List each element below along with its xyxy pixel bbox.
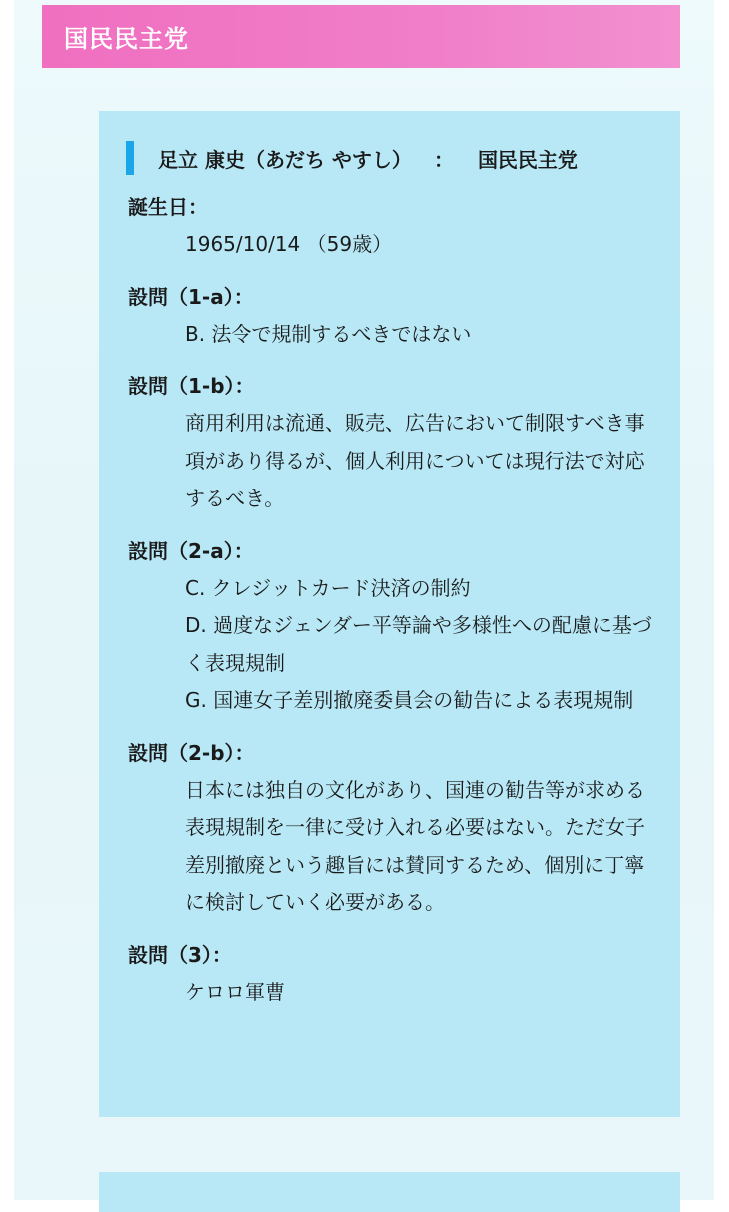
field-label: 設問（2-b）：	[128, 740, 255, 765]
field-value: 商用利用は流通、販売、広告において制限すべき事項があり得るが、個人利用については現行法で対応するべき。	[185, 411, 645, 510]
heading-separator: ：	[433, 147, 454, 172]
party-header-title: 国民民主党	[64, 25, 189, 53]
party-header	[42, 5, 680, 68]
candidate-card	[99, 111, 680, 1117]
field-value	[128, 570, 655, 720]
field-q1b	[99, 367, 680, 518]
candidate-party: 国民民主党	[477, 147, 578, 172]
field-label: 誕生日：	[128, 195, 208, 219]
answer-option: D. 過度なジェンダー平等論や多様性への配慮に基づく表現規制	[185, 613, 652, 675]
field-label: 設問（1-b）：	[128, 374, 255, 398]
field-label: 設問（3）：	[128, 942, 232, 967]
candidate-heading	[99, 141, 680, 175]
field-q3	[99, 936, 680, 1012]
field-q1a	[99, 278, 680, 354]
field-q2a	[99, 532, 680, 720]
answer-option: ケロロ軍曹	[185, 979, 285, 1004]
field-birthday	[99, 188, 680, 264]
field-label: 設問（2-a）：	[128, 538, 254, 563]
field-value: 日本には独自の文化があり、国連の勧告等が求める表現規制を一律に受け入れる必要はない。ただ女子差別撤廃という趣旨には賛同するため、個別に丁寧に検討していく必要がある。	[185, 777, 645, 914]
field-value: 1965/10/14 （59歳）	[185, 232, 393, 256]
field-q2b	[99, 734, 680, 922]
answer-option: C. クレジットカード決済の制約	[185, 575, 471, 600]
answer-option: B. 法令で規制するべきではない	[185, 321, 472, 346]
field-label: 設問（1-a）：	[128, 284, 254, 309]
answer-option: G. 国連女子差別撤廃委員会の勧告による表現規制	[185, 688, 634, 712]
candidate-name: 足立 康史（あだち やすし）	[158, 147, 412, 172]
field-value	[128, 316, 655, 354]
field-value	[128, 974, 655, 1012]
heading-accent-bar	[126, 141, 134, 175]
next-candidate-card	[99, 1172, 680, 1212]
